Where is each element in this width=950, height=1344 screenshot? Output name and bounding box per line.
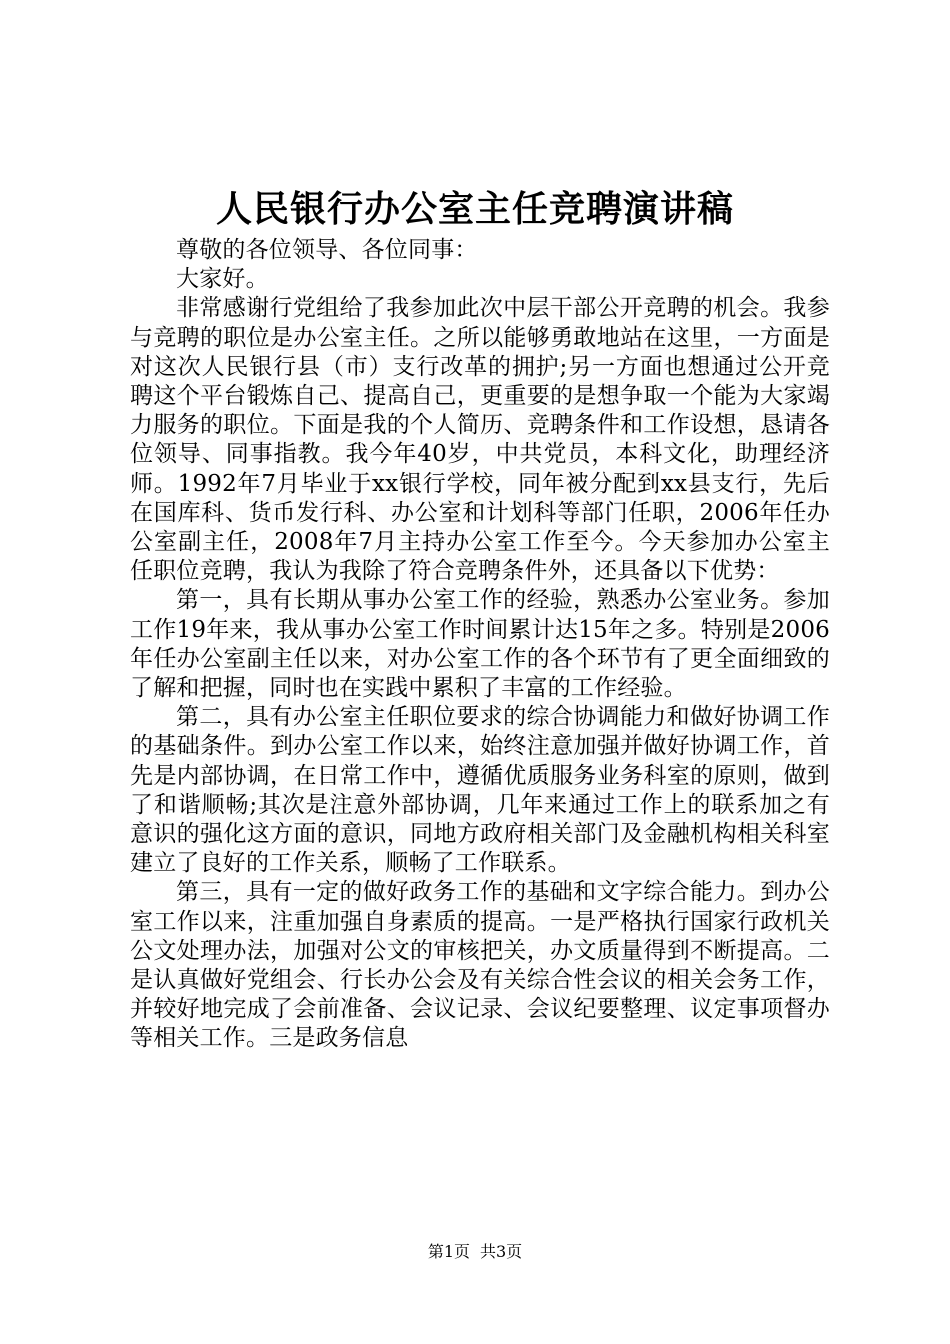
page-footer <box>0 1241 950 1263</box>
paragraph-advantage-second: 第二，具有办公室主任职位要求的综合协调能力和做好协调工作的基础条件。到办公室工作以来，始终注意加强并做好协调工作，首先是内部协调，在日常工作中，遵循优质服务业务科室的原则，做到了和谐顺畅;其次是注意外部协调，几年来通过工作上的联系加之有意识的强化这方面的意识，同地方政府相关部门及金融机构相关科室建立了良好的工作关系，顺畅了工作联系。 <box>130 704 830 877</box>
paragraph-salutation: 尊敬的各位领导、各位同事： <box>176 237 478 263</box>
document-body <box>130 236 830 1054</box>
page-number-current: 第1页 <box>427 1242 470 1261</box>
page-number-total: 共3页 <box>480 1242 523 1261</box>
paragraph-introduction: 非常感谢行党组给了我参加此次中层干部公开竞聘的机会。我参与竞聘的职位是办公室主任。之所以能够勇敢地站在这里，一方面是对这次人民银行县（市）支行改革的拥护;另一方面也想通过公开竞聘这个平台锻炼自己、提高自己，更重要的是想争取一个能为大家竭力服务的职位。下面是我的个人简历、竞聘条件和工作设想，恳请各位领导、同事指教。我今年40岁，中共党员，本科文化，助理经济师。1992年7月毕业于xx银行学校，同年被分配到xx县支行，先后在国库科、货币发行科、办公室和计划科等部门任职，2006年任办公室副主任，2008年7月主持办公室工作至今。今天参加办公室主任职位竞聘，我认为我除了符合竞聘条件外，还具备以下优势： <box>130 295 830 585</box>
paragraph-greeting: 大家好。 <box>176 266 269 293</box>
paragraph-advantage-third: 第三，具有一定的做好政务工作的基础和文字综合能力。到办公室工作以来，注重加强自身素质的提高。一是严格执行国家行政机关公文处理办法，加强对公文的审核把关，办文质量得到不断提高。二是认真做好党组会、行长办公会及有关综合性会议的相关会务工作，并较好地完成了会前准备、会议记录、会议纪要整理、议定事项督办等相关工作。三是政务信息 <box>130 879 830 1052</box>
document-title: 人民银行办公室主任竞聘演讲稿 <box>215 188 734 230</box>
paragraph-advantage-first: 第一，具有长期从事办公室工作的经验，熟悉办公室业务。参加工作19年来，我从事办公室工作时间累计达15年之多。特别是2006年任办公室副主任以来，对办公室工作的各个环节有了更全面细致的了解和把握，同时也在实践中累积了丰富的工作经验。 <box>130 587 830 702</box>
